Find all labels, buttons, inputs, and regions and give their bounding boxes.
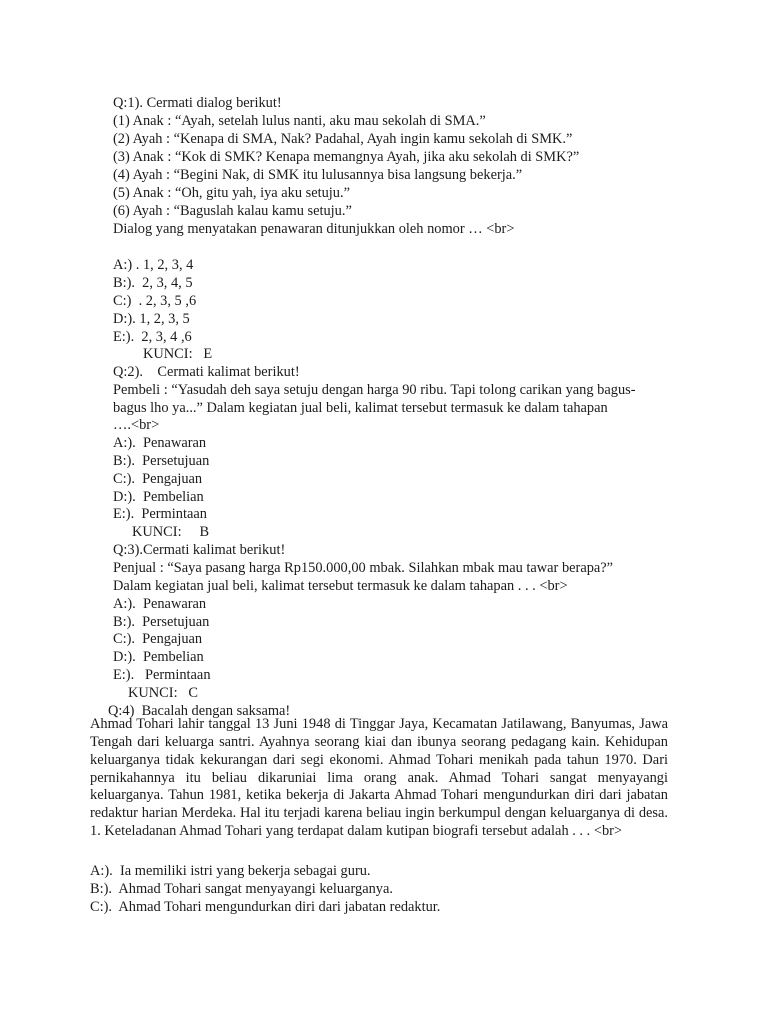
question-1-title: Q:1). Cermati dialog berikut!	[113, 95, 282, 111]
option-a: A:). Penawaran	[113, 435, 207, 451]
option-b: B:). Persetujuan	[113, 614, 210, 630]
dialog-line: (1) Anak : “Ayah, setelah lulus nanti, aku mau sekolah di SMA.”	[113, 113, 486, 129]
question-1-prompt: Dialog yang menyatakan penawaran ditunjukkan oleh nomor … <br>	[113, 221, 515, 237]
question-2-text: bagus lho ya...” Dalam kegiatan jual beli, kalimat tersebut termasuk ke dalam tahapan	[113, 400, 608, 416]
option-a: A:). Ia memiliki istri yang bekerja sebagai guru.	[90, 863, 371, 879]
question-2-text: ….<br>	[113, 417, 160, 433]
question-2-text: Pembeli : “Yasudah deh saya setuju dengan harga 90 ribu. Tapi tolong carikan yang bagus-	[113, 382, 636, 398]
option-d: D:). 1, 2, 3, 5	[113, 311, 190, 327]
option-e: E:). Permintaan	[113, 506, 207, 522]
option-c: C:) . 2, 3, 5 ,6	[113, 293, 197, 309]
question-3-text: Dalam kegiatan jual beli, kalimat tersebut termasuk ke dalam tahapan . . . <br>	[113, 578, 568, 594]
option-c: C:). Pengajuan	[113, 631, 203, 647]
dialog-line: (4) Ayah : “Begini Nak, di SMK itu lulusannya bisa langsung bekerja.”	[113, 167, 523, 183]
question-4-title: Q:4) Bacalah dengan saksama!	[108, 703, 291, 719]
option-d: D:). Pembelian	[113, 649, 204, 665]
option-c: C:). Pengajuan	[113, 471, 203, 487]
answer-key: KUNCI: B	[132, 524, 210, 540]
question-3-title: Q:3).Cermati kalimat berikut!	[113, 542, 286, 558]
option-a: A:) . 1, 2, 3, 4	[113, 257, 194, 273]
dialog-line: (2) Ayah : “Kenapa di SMA, Nak? Padahal, Ayah ingin kamu sekolah di SMK.”	[113, 131, 573, 147]
answer-key: KUNCI: E	[143, 346, 213, 362]
option-c: C:). Ahmad Tohari mengundurkan diri dari jabatan redaktur.	[90, 899, 441, 915]
option-e: E:). 2, 3, 4 ,6	[113, 329, 192, 345]
option-b: B:). Ahmad Tohari sangat menyayangi keluarganya.	[90, 881, 393, 897]
option-d: D:). Pembelian	[113, 489, 204, 505]
question-2-title: Q:2). Cermati kalimat berikut!	[113, 364, 300, 380]
answer-key: KUNCI: C	[128, 685, 198, 701]
biography-passage: Ahmad Tohari lahir tanggal 13 Juni 1948 di Tinggar Jaya, Kecamatan Jatilawang, Banyumas, Jawa Tengah dari keluarga santri. Ayahnya seorang kiai dan ibunya seorang pedagang kain. Kehidupan keluarganya tidak kekurangan dari segi ekonomi. Ahmad Tohari menikah pada tahun 1970. Dari pernikahannya itu beliau dikaruniai lima orang anak. Ahmad Tohari sangat menyayangi keluarganya. Tahun 1981, ketika bekerja di Jakarta Ahmad Tohari mengundurkan diri dari jabatan redaktur harian Merdeka. Hal itu terjadi karena beliau ingin berkumpul dengan keluarganya di desa. 1. Keteladanan Ahmad Tohari yang terdapat dalam kutipan biografi tersebut adalah . . . <br>	[90, 716, 668, 840]
dialog-line: (6) Ayah : “Baguslah kalau kamu setuju.”	[113, 203, 352, 219]
option-b: B:). Persetujuan	[113, 453, 210, 469]
dialog-line: (3) Anak : “Kok di SMK? Kenapa memangnya Ayah, jika aku sekolah di SMK?”	[113, 149, 580, 165]
question-3-text: Penjual : “Saya pasang harga Rp150.000,00 mbak. Silahkan mbak mau tawar berapa?”	[113, 560, 614, 576]
dialog-line: (5) Anak : “Oh, gitu yah, iya aku setuju.”	[113, 185, 350, 201]
option-a: A:). Penawaran	[113, 596, 207, 612]
option-b: B:). 2, 3, 4, 5	[113, 275, 193, 291]
option-e: E:). Permintaan	[113, 667, 211, 683]
